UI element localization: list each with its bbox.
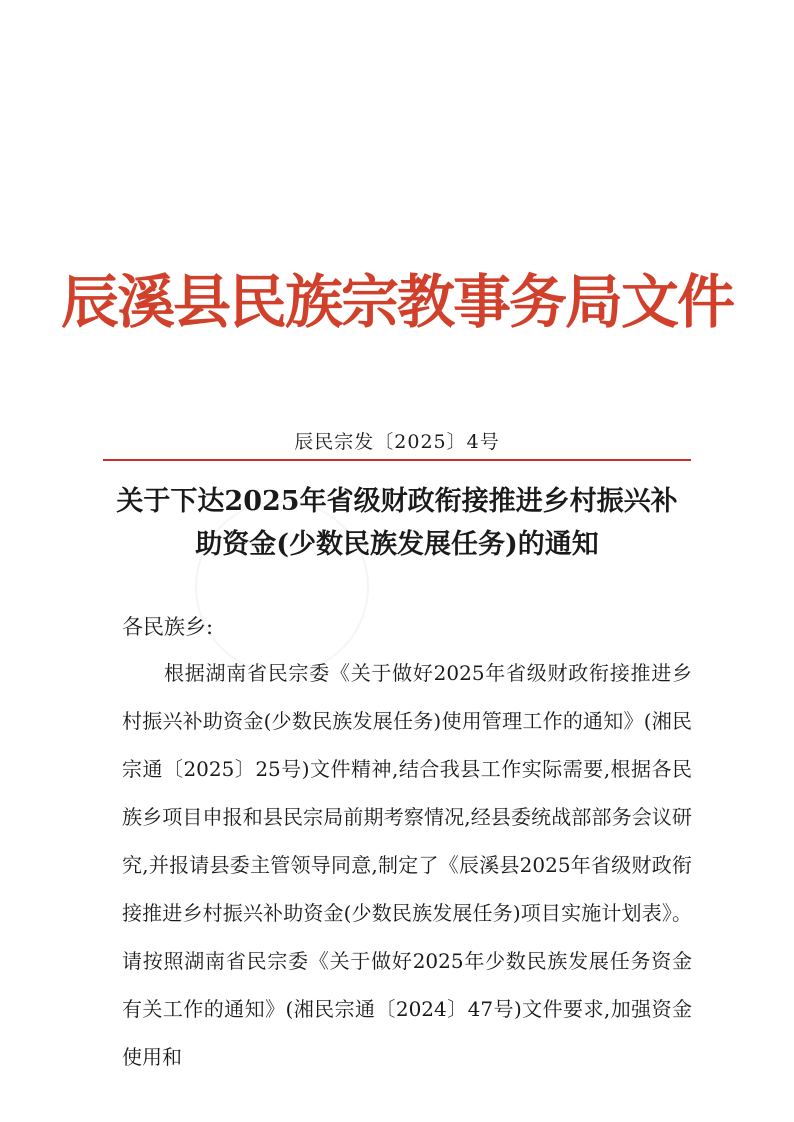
red-divider-line [103,459,691,461]
document-number: 辰民宗发〔2025〕4号 [294,431,500,453]
salutation: 各民族乡: [122,615,214,639]
document-header-title: 辰溪县民族宗教事务局文件 [60,268,733,336]
notice-title: 关于下达2025年省级财政衔接推进乡村振兴补助资金(少数民族发展任务)的通知 [116,486,678,560]
body-text [122,649,692,1081]
body-paragraph: 根据湖南省民宗委《关于做好2025年省级财政衔接推进乡村振兴补助资金(少数民族发展任务)使用管理工作的通知》(湘民宗通〔2025〕25号)文件精神,结合我县工作实际需要,根据各民族乡项目申报和县民宗局前期考察情况,经县委统战部部务会议研究,并报请县委主管领导同意,制定了《辰溪县2025年省级财政衔接推进乡村振兴补助资金(少数民族发展任务)项目实施计划表》。请按照湖南省民宗委《关于做好2025年少数民族发展任务资金有关工作的通知》(湘民宗通〔2024〕47号)文件要求,加强资金使用和 [122,661,692,1069]
